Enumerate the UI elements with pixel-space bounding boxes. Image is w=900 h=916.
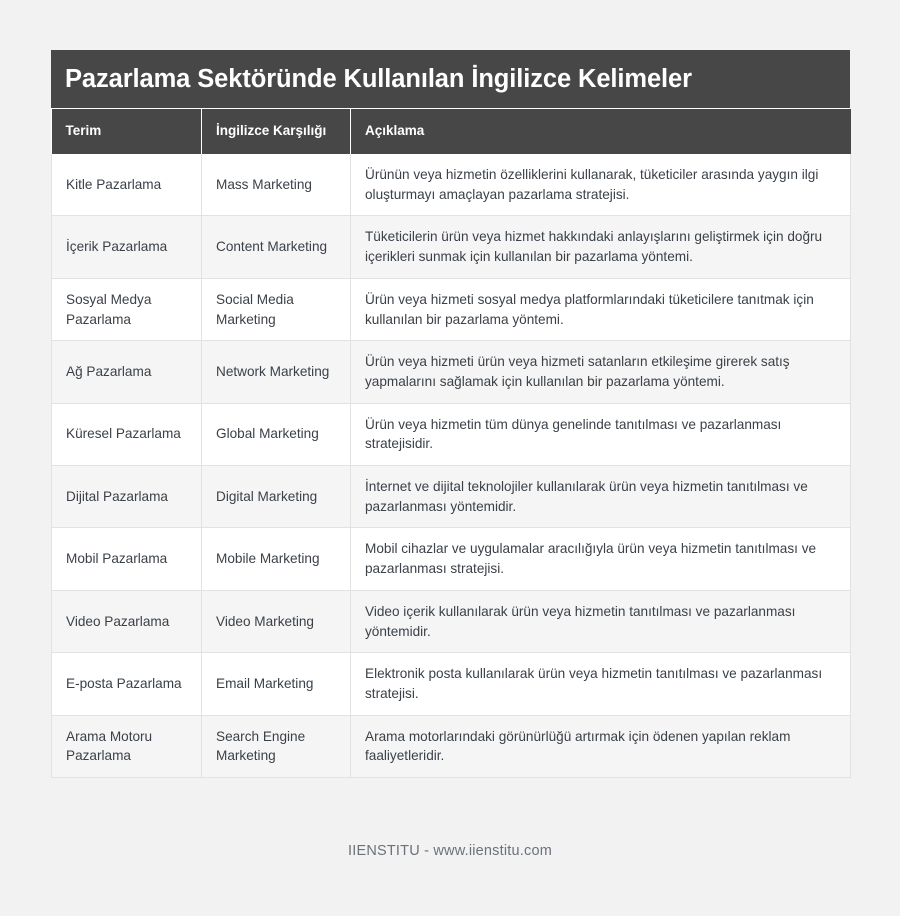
table-row bbox=[52, 216, 851, 278]
title-bar bbox=[51, 50, 850, 109]
cell-description: Tüketicilerin ürün veya hizmet hakkındaki anlayışlarını geliştirmek için doğru içerikleri sunmak için kullanılan bir pazarlama yöntemi. bbox=[351, 216, 851, 278]
column-header-desc: Açıklama bbox=[351, 109, 851, 154]
cell-english: Email Marketing bbox=[202, 653, 351, 715]
table-body bbox=[52, 154, 851, 778]
cell-term: Mobil Pazarlama bbox=[52, 528, 202, 590]
cell-description: Ürünün veya hizmetin özelliklerini kullanarak, tüketiciler arasında yaygın ilgi oluşturmayı amaçlayan pazarlama stratejisi. bbox=[351, 154, 851, 216]
cell-term: Kitle Pazarlama bbox=[52, 154, 202, 216]
cell-term: Dijital Pazarlama bbox=[52, 466, 202, 528]
cell-description: Ürün veya hizmetin tüm dünya genelinde tanıtılması ve pazarlanması stratejisidir. bbox=[351, 403, 851, 465]
table-row bbox=[52, 278, 851, 340]
cell-term: Sosyal Medya Pazarlama bbox=[52, 278, 202, 340]
column-header-term: Terim bbox=[52, 109, 202, 154]
cell-description: Elektronik posta kullanılarak ürün veya hizmetin tanıtılması ve pazarlanması stratejisi. bbox=[351, 653, 851, 715]
table-row bbox=[52, 341, 851, 403]
cell-term: Arama Motoru Pazarlama bbox=[52, 715, 202, 777]
cell-english: Global Marketing bbox=[202, 403, 351, 465]
cell-term: Video Pazarlama bbox=[52, 590, 202, 652]
table-row bbox=[52, 403, 851, 465]
table-row bbox=[52, 154, 851, 216]
cell-description: Video içerik kullanılarak ürün veya hizmetin tanıtılması ve pazarlanması yöntemidir. bbox=[351, 590, 851, 652]
cell-term: Küresel Pazarlama bbox=[52, 403, 202, 465]
cell-english: Content Marketing bbox=[202, 216, 351, 278]
cell-description: Arama motorlarındaki görünürlüğü artırmak için ödenen yapılan reklam faaliyetleridir. bbox=[351, 715, 851, 777]
terms-table bbox=[51, 109, 851, 778]
cell-description: Ürün veya hizmeti sosyal medya platformlarındaki tüketicilere tanıtmak için kullanılan bir pazarlama yöntemi. bbox=[351, 278, 851, 340]
table-row bbox=[52, 715, 851, 777]
table-row bbox=[52, 590, 851, 652]
page-title: Pazarlama Sektöründe Kullanılan İngilizce Kelimeler bbox=[65, 64, 692, 93]
table-row bbox=[52, 528, 851, 590]
table-row bbox=[52, 466, 851, 528]
cell-term: Ağ Pazarlama bbox=[52, 341, 202, 403]
cell-description: İnternet ve dijital teknolojiler kullanılarak ürün veya hizmetin tanıtılması ve pazarlanması yöntemidir. bbox=[351, 466, 851, 528]
footer bbox=[0, 843, 900, 859]
cell-english: Search Engine Marketing bbox=[202, 715, 351, 777]
cell-english: Digital Marketing bbox=[202, 466, 351, 528]
cell-english: Network Marketing bbox=[202, 341, 351, 403]
cell-english: Video Marketing bbox=[202, 590, 351, 652]
table-row bbox=[52, 653, 851, 715]
cell-term: E-posta Pazarlama bbox=[52, 653, 202, 715]
cell-term: İçerik Pazarlama bbox=[52, 216, 202, 278]
cell-description: Mobil cihazlar ve uygulamalar aracılığıyla ürün veya hizmetin tanıtılması ve pazarlanması stratejisi. bbox=[351, 528, 851, 590]
cell-english: Mobile Marketing bbox=[202, 528, 351, 590]
table-head bbox=[52, 109, 851, 154]
cell-english: Social Media Marketing bbox=[202, 278, 351, 340]
content-card bbox=[51, 50, 850, 778]
footer-credit: IIENSTITU - www.iienstitu.com bbox=[348, 843, 552, 859]
cell-description: Ürün veya hizmeti ürün veya hizmeti satanların etkileşime girerek satış yapmalarını sağlamak için kullanılan bir pazarlama yöntemi. bbox=[351, 341, 851, 403]
column-header-english: İngilizce Karşılığı bbox=[202, 109, 351, 154]
cell-english: Mass Marketing bbox=[202, 154, 351, 216]
table-header-row bbox=[52, 109, 851, 154]
